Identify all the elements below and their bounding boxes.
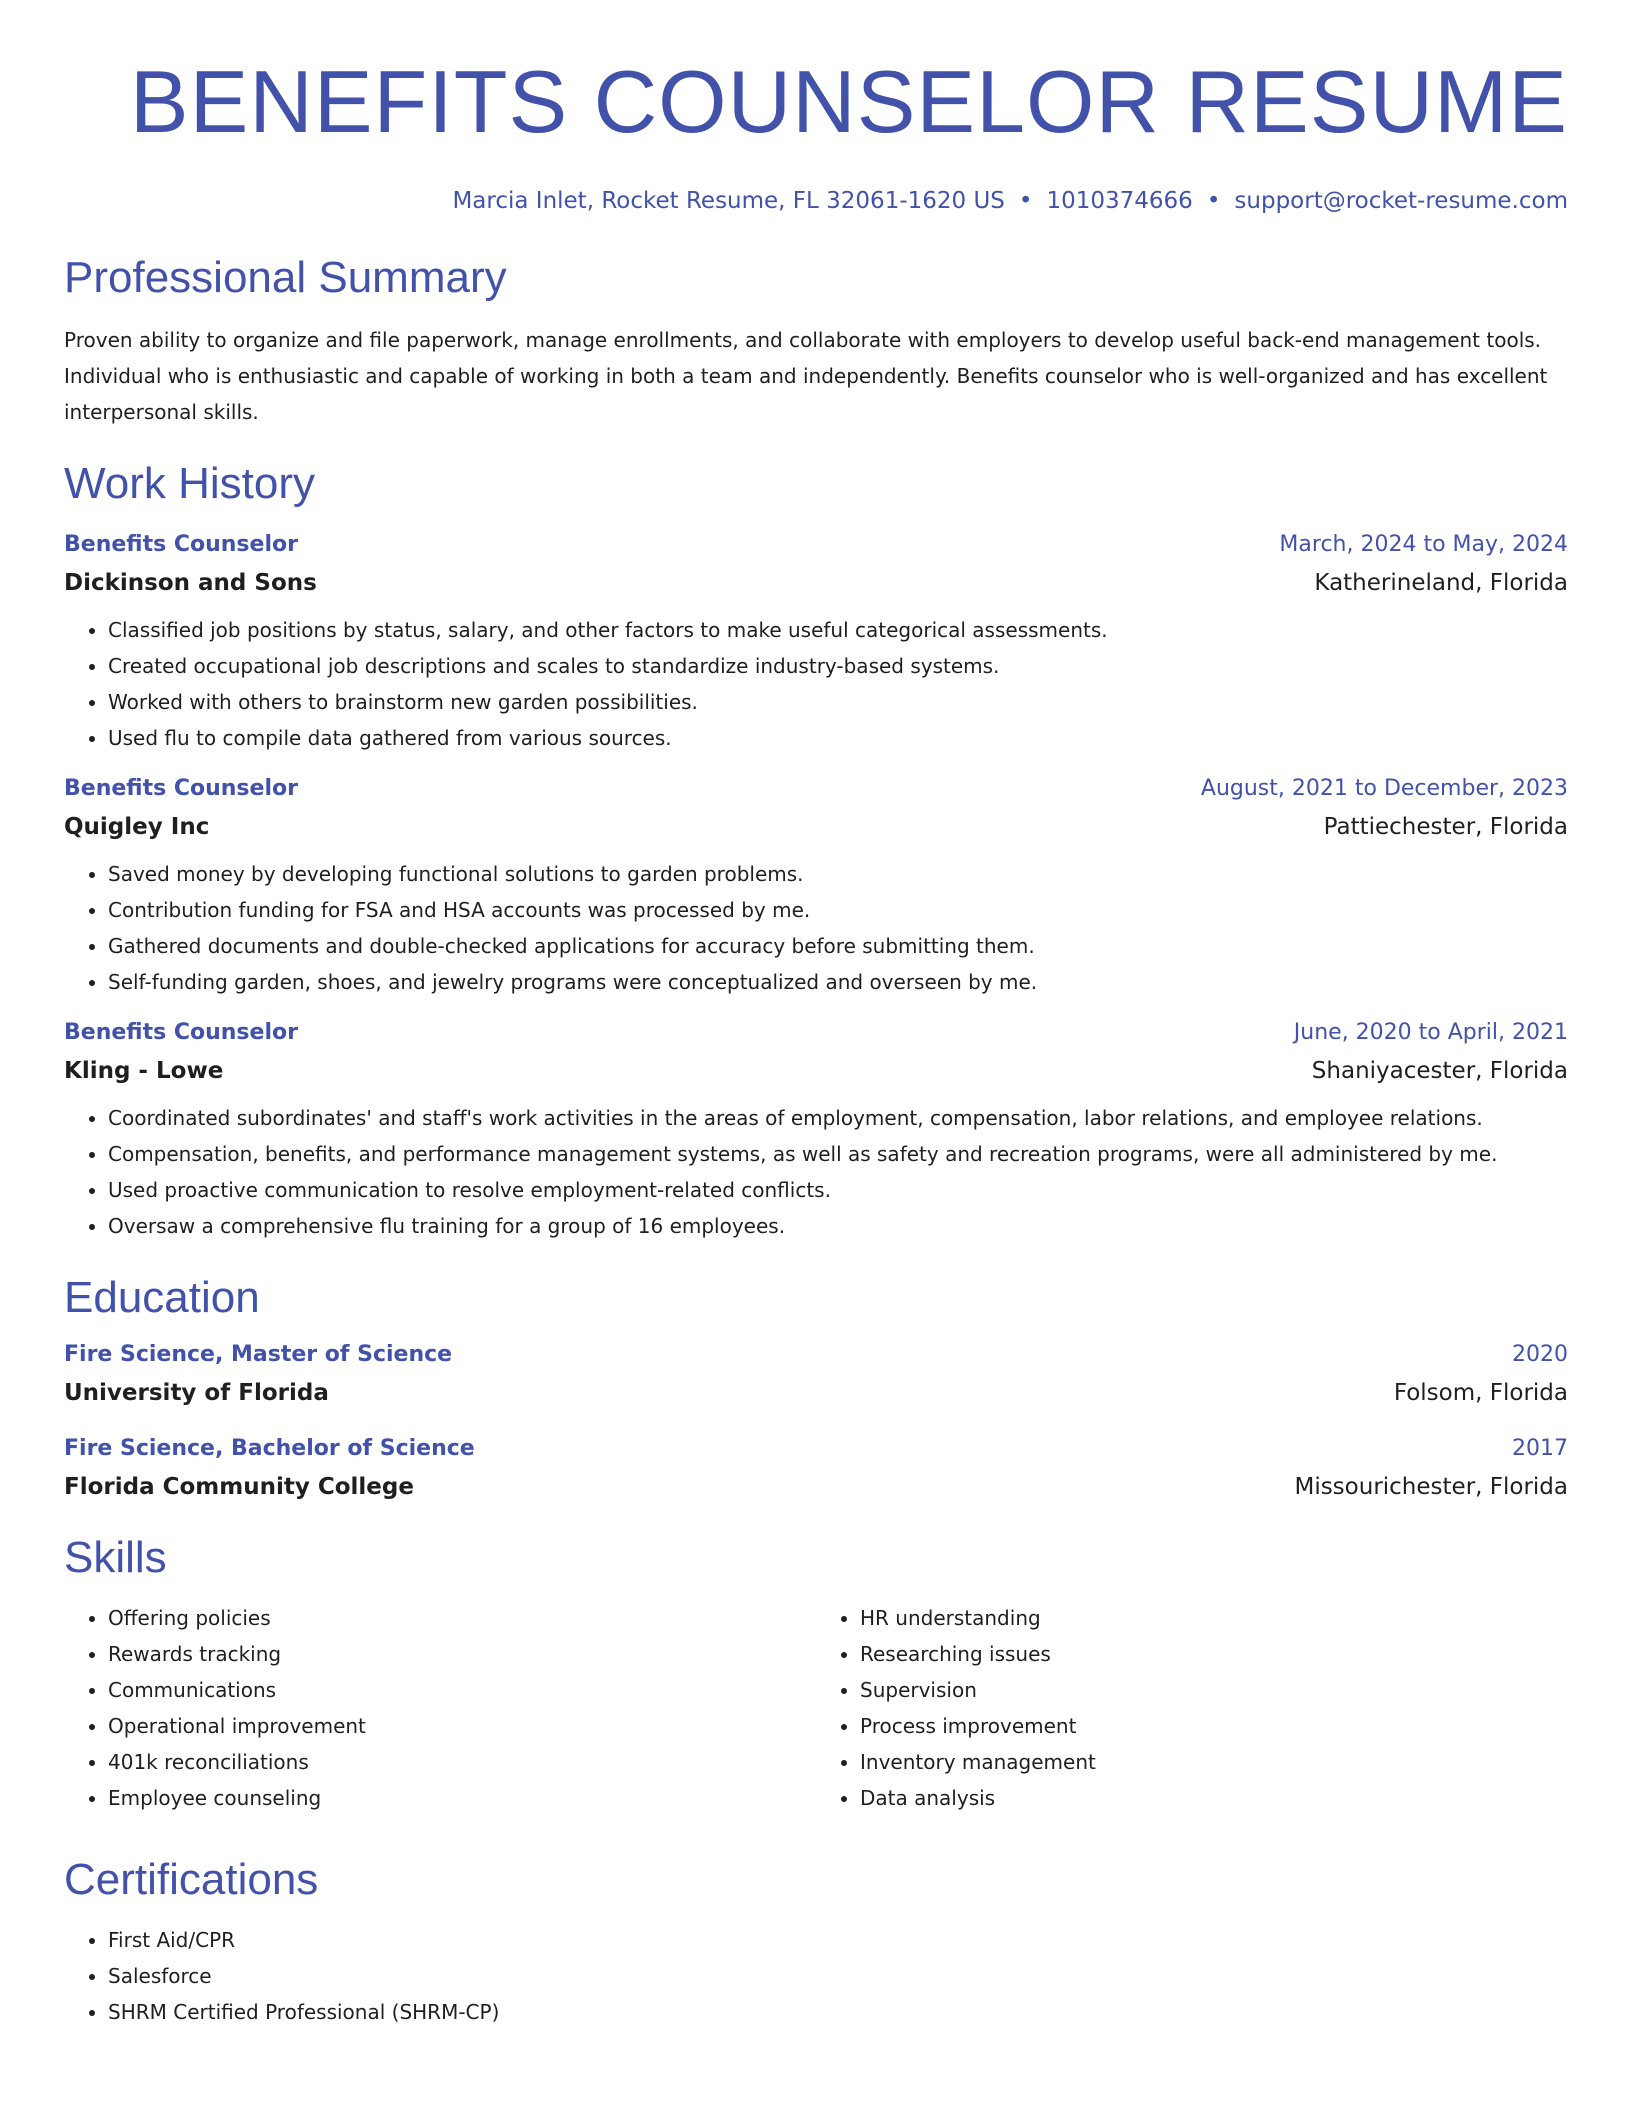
job-location: Pattiechester, Florida	[1323, 814, 1568, 840]
certifications-list	[64, 1922, 1568, 2030]
education-degree: Fire Science, Bachelor of Science	[64, 1436, 475, 1461]
skill-item: • Employee counseling	[108, 1780, 816, 1816]
education-year: 2020	[1512, 1342, 1568, 1367]
education-entry	[64, 1434, 1568, 1502]
job-dates: August, 2021 to December, 2023	[1200, 776, 1568, 801]
job-company: Quigley Inc	[64, 814, 210, 840]
skill-item: • Supervision	[860, 1672, 1568, 1708]
contact-separator: •	[1206, 188, 1221, 214]
contact-line	[64, 186, 1568, 216]
job-bullet: • Gathered documents and double-checked applications for accuracy before submitting them.	[108, 928, 1568, 964]
skill-item: • HR understanding	[860, 1600, 1568, 1636]
job-company: Kling - Lowe	[64, 1058, 224, 1084]
contact-phone: 1010374666	[1046, 188, 1193, 214]
skill-item: • Process improvement	[860, 1708, 1568, 1744]
job-role: Benefits Counselor	[64, 532, 298, 557]
job-bullet: • Self-funding garden, shoes, and jewelry programs were conceptualized and overseen by me.	[108, 964, 1568, 1000]
contact-email: support@rocket-resume.com	[1234, 188, 1568, 214]
skill-item: • 401k reconciliations	[108, 1744, 816, 1780]
skill-item: • Communications	[108, 1672, 816, 1708]
job-bullet: • Classified job positions by status, salary, and other factors to make useful categorical assessments.	[108, 612, 1568, 648]
job-bullets	[64, 612, 1568, 756]
education-school: Florida Community College	[64, 1474, 414, 1500]
skill-item: • Inventory management	[860, 1744, 1568, 1780]
certification-item: • First Aid/CPR	[108, 1922, 1568, 1958]
work-history-heading: Work History	[64, 459, 315, 508]
skills-list-right	[816, 1600, 1568, 1816]
education-school: University of Florida	[64, 1380, 329, 1406]
certification-item: • SHRM Certified Professional (SHRM-CP)	[108, 1994, 1568, 2030]
education-heading: Education	[64, 1273, 260, 1322]
job-entry	[64, 1018, 1568, 1244]
contact-separator: •	[1018, 188, 1033, 214]
skill-item: • Offering policies	[108, 1600, 816, 1636]
skills-columns	[64, 1586, 1568, 1816]
job-company: Dickinson and Sons	[64, 570, 317, 596]
job-location: Shaniyacester, Florida	[1311, 1058, 1568, 1084]
job-bullet: • Coordinated subordinates' and staff's work activities in the areas of employment, compensation, labor relations, and employee relations.	[108, 1100, 1568, 1136]
job-bullet: • Created occupational job descriptions and scales to standardize industry-based systems.	[108, 648, 1568, 684]
skill-item: • Operational improvement	[108, 1708, 816, 1744]
skills-heading: Skills	[64, 1533, 167, 1582]
contact-address: Marcia Inlet, Rocket Resume, FL 32061-1620 US	[452, 188, 1005, 214]
job-bullet: • Used proactive communication to resolve employment-related conflicts.	[108, 1172, 1568, 1208]
job-bullets	[64, 1100, 1568, 1244]
job-entry	[64, 774, 1568, 1000]
job-bullet: • Oversaw a comprehensive flu training for a group of 16 employees.	[108, 1208, 1568, 1244]
certifications-heading: Certifications	[64, 1855, 319, 1904]
skills-list-left	[64, 1600, 816, 1816]
job-bullets	[64, 856, 1568, 1000]
skill-item: • Rewards tracking	[108, 1636, 816, 1672]
job-bullet: • Used flu to compile data gathered from various sources.	[108, 720, 1568, 756]
summary-heading: Professional Summary	[64, 253, 507, 302]
job-entry	[64, 530, 1568, 756]
job-dates: June, 2020 to April, 2021	[1293, 1020, 1568, 1045]
skill-item: • Data analysis	[860, 1780, 1568, 1816]
skill-item: • Researching issues	[860, 1636, 1568, 1672]
job-role: Benefits Counselor	[64, 1020, 298, 1045]
job-location: Katherineland, Florida	[1314, 570, 1568, 596]
job-bullet: • Contribution funding for FSA and HSA accounts was processed by me.	[108, 892, 1568, 928]
education-entry	[64, 1340, 1568, 1408]
education-year: 2017	[1512, 1436, 1568, 1461]
job-dates: March, 2024 to May, 2024	[1279, 532, 1568, 557]
summary-text: Proven ability to organize and file paperwork, manage enrollments, and collaborate with employers to develop useful back-end management tools. Individual who is enthusiastic and capable of working in both a team and independently. Benefits counselor who is well-organized and has excellent interpersonal skills.	[64, 328, 1548, 424]
education-degree: Fire Science, Master of Science	[64, 1342, 453, 1367]
job-bullet: • Compensation, benefits, and performance management systems, as well as safety and recreation programs, were all administered by me.	[108, 1136, 1568, 1172]
education-location: Folsom, Florida	[1393, 1380, 1568, 1406]
resume-title: BENEFITS COUNSELOR RESUME	[129, 52, 1568, 151]
job-bullet: • Saved money by developing functional solutions to garden problems.	[108, 856, 1568, 892]
certification-item: • Salesforce	[108, 1958, 1568, 1994]
job-bullet: • Worked with others to brainstorm new garden possibilities.	[108, 684, 1568, 720]
job-role: Benefits Counselor	[64, 776, 298, 801]
education-location: Missourichester, Florida	[1294, 1474, 1568, 1500]
